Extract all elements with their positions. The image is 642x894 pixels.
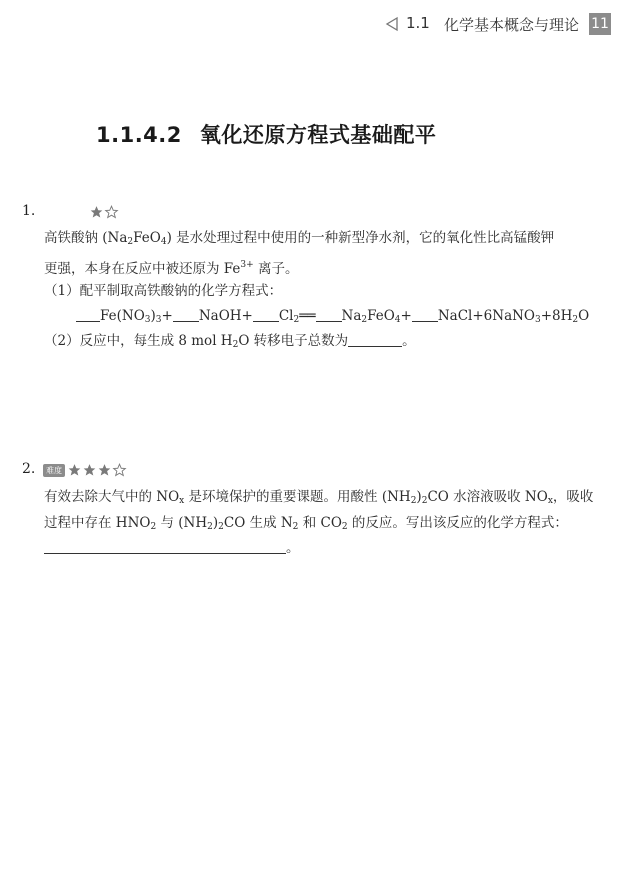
text-segment: 。: [286, 540, 300, 556]
subscript: x: [179, 496, 185, 506]
text-segment: Cl: [278, 308, 294, 324]
question-1-text-line-2: [44, 255, 299, 279]
question-1-number: 1.: [22, 203, 36, 219]
subscript: 3: [144, 315, 151, 325]
text-segment: Fe(NO: [100, 308, 145, 324]
answer-blank[interactable]: [412, 307, 438, 322]
question-1-text-line-1: [44, 228, 554, 252]
header-section-number: 1.1: [406, 14, 430, 32]
text-segment: +: [161, 308, 173, 324]
text-segment: CO 生成 N: [223, 515, 293, 531]
question-1-part-1: （1）配平制取高铁酸钠的化学方程式：: [44, 283, 283, 299]
section-heading: [96, 119, 436, 149]
text-segment: CO 水溶液吸收 NO: [427, 489, 548, 505]
text-segment: （2）反应中，每生成 8 mol H: [44, 333, 233, 349]
answer-blank[interactable]: [348, 332, 402, 347]
triangle-left-icon: [385, 16, 399, 32]
subscript: 2: [292, 522, 299, 532]
text-segment: 。: [402, 333, 416, 349]
text-segment: 高铁酸钠 (Na: [44, 230, 128, 246]
section-heading-number: 1.1.4.2: [96, 123, 182, 147]
text-segment: +: [400, 308, 412, 324]
text-segment: ══: [299, 308, 316, 324]
subscript: 2: [421, 496, 428, 506]
text-segment: 更强，本身在反应中被还原为 Fe: [44, 261, 241, 277]
text-segment: 离子。: [253, 261, 299, 277]
question-2-text-line-2: [44, 513, 568, 537]
answer-blank[interactable]: [253, 307, 279, 322]
subscript: 2: [218, 522, 224, 532]
subscript: 2: [341, 522, 348, 532]
star-outline-icon: [112, 463, 127, 477]
text-segment: FeO: [367, 308, 395, 324]
question-2-number: 2.: [22, 461, 36, 477]
text-segment: FeO: [133, 230, 161, 246]
answer-blank[interactable]: [316, 307, 342, 322]
question-2-difficulty-stars: [43, 462, 127, 478]
text-segment: ): [212, 515, 219, 531]
answer-blank[interactable]: [76, 307, 100, 322]
text-segment: ，吸收: [552, 489, 594, 505]
subscript: x: [547, 496, 553, 506]
difficulty-badge: 难度: [43, 464, 65, 477]
question-1-part-2: [44, 331, 416, 355]
question-2-answer-line: [44, 538, 300, 558]
superscript: 3+: [240, 260, 254, 270]
answer-blank[interactable]: [173, 307, 199, 322]
text-segment: ) 是水处理过程中使用的一种新型净水剂，它的氧化性比高锰酸钾: [166, 230, 555, 246]
text-segment: 过程中存在 HNO: [44, 515, 151, 531]
subscript: 3: [535, 315, 541, 325]
star-outline-icon: [104, 205, 119, 219]
subscript: 2: [150, 522, 157, 532]
page-number: 11: [589, 13, 611, 35]
text-segment: 有效去除大气中的 NO: [44, 489, 180, 505]
star-filled-icon: [67, 463, 82, 477]
text-segment: 和 CO: [298, 515, 342, 531]
answer-blank[interactable]: [44, 539, 286, 554]
text-segment: +8H: [540, 308, 573, 324]
text-segment: NaOH+: [198, 308, 253, 324]
subscript: 2: [127, 237, 134, 247]
question-2-text-line-1: [44, 487, 593, 511]
header-section-title: 化学基本概念与理论: [444, 16, 580, 34]
question-1-difficulty-stars: [89, 204, 119, 220]
text-segment: 与 (NH: [156, 515, 208, 531]
subscript: 2: [207, 522, 213, 532]
text-segment: 的反应。写出该反应的化学方程式：: [347, 515, 568, 531]
text-segment: O: [578, 308, 590, 324]
text-segment: O 转移电子总数为: [238, 333, 349, 349]
text-segment: ): [150, 308, 156, 324]
subscript: 4: [160, 237, 167, 247]
subscript: 2: [572, 315, 579, 325]
subscript: 2: [410, 496, 417, 506]
page-header: [0, 0, 642, 50]
text-segment: ): [416, 489, 422, 505]
subscript: 3: [155, 315, 162, 325]
subscript: 2: [361, 315, 368, 325]
text-segment: Na: [341, 308, 362, 324]
star-filled-icon: [97, 463, 112, 477]
section-heading-title: 氧化还原方程式基础配平: [199, 123, 437, 147]
text-segment: NaCl+6NaNO: [437, 308, 535, 324]
text-segment: 是环境保护的重要课题。用酸性 (NH: [184, 489, 411, 505]
subscript: 4: [394, 315, 401, 325]
subscript: 2: [293, 315, 300, 325]
star-filled-icon: [82, 463, 97, 477]
subscript: 2: [232, 340, 239, 350]
question-1-equation: [76, 306, 589, 330]
star-filled-icon: [89, 205, 104, 219]
